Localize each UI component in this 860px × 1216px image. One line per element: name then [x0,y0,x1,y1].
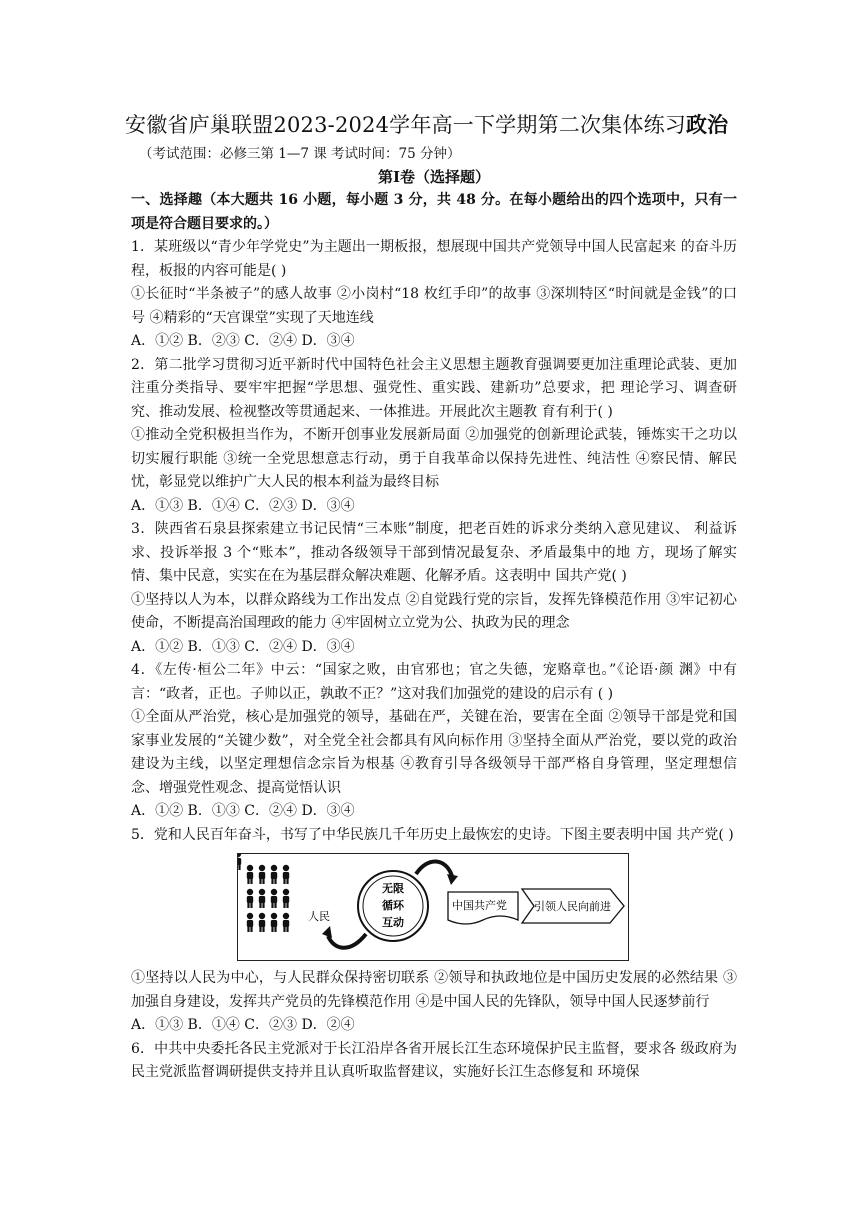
people-label: 人民 [308,910,330,923]
question-stem: 3．陕西省石泉县探索建立书记民情“三本账”制度，把老百姓的诉求分类纳入意见建议、 利益诉求、投诉举报 3 个“账本”，推动各级领导干部到情况最复杂、矛盾最集中的地 方，现场了解实情、集中民意，实实在在为基层群众解决难题、化解矛盾。这表明中 国共产党( ) [131,521,737,584]
cycle-text-1: 无限 [382,882,404,895]
question-statements: ①坚持以人民为中心，与人民群众保持密切联系 ②领导和执政地位是中国历史发展的必然结果 ③加强自身建设，发挥共产党员的先锋模范作用 ④是中国人民的先锋队，领导中国人民逐梦前行 [131,970,737,1010]
arrow-head-bottom [322,926,332,938]
question-1 [131,236,737,354]
question-2 [131,354,737,519]
question-options: A．①③ B．①④ C．②③ D．③④ [131,497,355,514]
question-statements: ①长征时“半条被子”的感人故事 ②小岗村“18 枚红手印”的故事 ③深圳特区“时间就是金钱”的口号 ④精彩的“天宫课堂”实现了天地连线 [131,286,737,326]
part-heading: 第Ⅰ卷（选择题） [377,168,491,186]
question-options: A．①③ B．①④ C．②③ D．②④ [131,1017,355,1033]
party-people-diagram [237,853,629,961]
question-6 [131,1038,737,1085]
question-stem: 1．某班级以“青少年学党史”为主题出一期板报，想展现中国共产党领导中国人民富起来 的奋斗历程，板报的内容可能是( ) [131,239,737,279]
question-statements: ①推动全党积极担当作为，不断开创事业发展新局面 ②加强党的创新理论武装，锤炼实干之功以切实履行职能 ③统一全党思想意志行动，勇于自我革命以保持先进性、纯洁性 ④察民情、解民忧，彰显党以维护广大人民的根本利益为最终目标 [131,427,737,490]
question-options: A．①② B．①③ C．②④ D．③④ [131,638,355,655]
question-stem: 5．党和人民百年奋斗，书写了中华民族几千年历史上最恢宏的史诗。下图主要表明中国 共产党( ) [131,826,734,843]
party-label: 中国共产党 [452,899,507,912]
question-statements: ①全面从严治党，核心是加强党的领导，基础在严，关键在治，要害在全面 ②领导干部是党和国家事业发展的“关键少数”，对全党全社会都具有风向标作用 ③坚持全面从严治党，要以党的政治建设为主线，以坚定理想信念宗旨为根基 ④教育引导各级领导干部严格自身管理，坚定理想信念、增强党性观念、提高觉悟认识 [131,709,737,796]
diagram-svg [238,854,628,959]
cycle-text-3: 互动 [382,916,404,929]
people-icon [238,854,289,932]
question-options: A．①② B．②③ C．②④ D．③④ [131,333,355,349]
question-5 [131,824,737,1038]
cycle-text-2: 循环 [382,899,404,912]
lead-label: 引领人民向前进 [534,900,611,913]
section-heading: 一、选择趣（本大题共 16 小题，每小题 3 分，共 48 分。在每小题给出的四个选项中，只有一项是符合题目要求的。） [131,192,737,232]
question-4 [131,659,737,824]
exam-subtitle: （考试范围：必修三第 1—7 课 考试时间：75 分钟） [139,146,461,162]
exam-page [125,110,737,1085]
question-stem: 4．《左传·桓公二年》中云：“国家之败，由官邪也；官之失德，宠赂章也。”《论语·颜 渊》中有言：“政者，正也。子帅以正，孰敢不正？”这对我们加强党的建设的启示有 ( ) [131,662,737,702]
arrow-head-top [447,874,458,885]
question-stem: 6．中共中央委托各民主党派对于长江沿岸各省开展长江生态环境保护民主监督，要求各 级政府为民主党派监督调研提供支持并且认真听取监督建议，实施好长江生态修复和 环境保 [131,1040,737,1080]
arrow-to-people-icon [328,934,366,948]
question-statements: ①坚持以人为本，以群众路线为工作出发点 ②自觉践行党的宗旨，发挥先锋模范作用 ③牢记初心使命，不断提高治国理政的能力 ④牢固树立立党为公、执政为民的理念 [131,591,737,631]
question-stem: 2．第二批学习贯彻习近平新时代中国特色社会主义思想主题教育强调要更加注重理论武装、更加注重分类指导、要牢牢把握“学思想、强党性、重实践、建新功”总要求，把 理论学习、调查研究、推动发展、检视整改等贯通起来、一体推进。开展此次主题教 育有利于( ) [131,356,737,420]
exam-title: 安徽省庐巢联盟2023-2024学年高一下学期第二次集体练习政治 [125,112,729,137]
question-options: A．①② B．①③ C．②④ D．③④ [131,803,355,819]
arrow-to-party-icon [416,861,452,876]
question-3 [131,518,737,659]
